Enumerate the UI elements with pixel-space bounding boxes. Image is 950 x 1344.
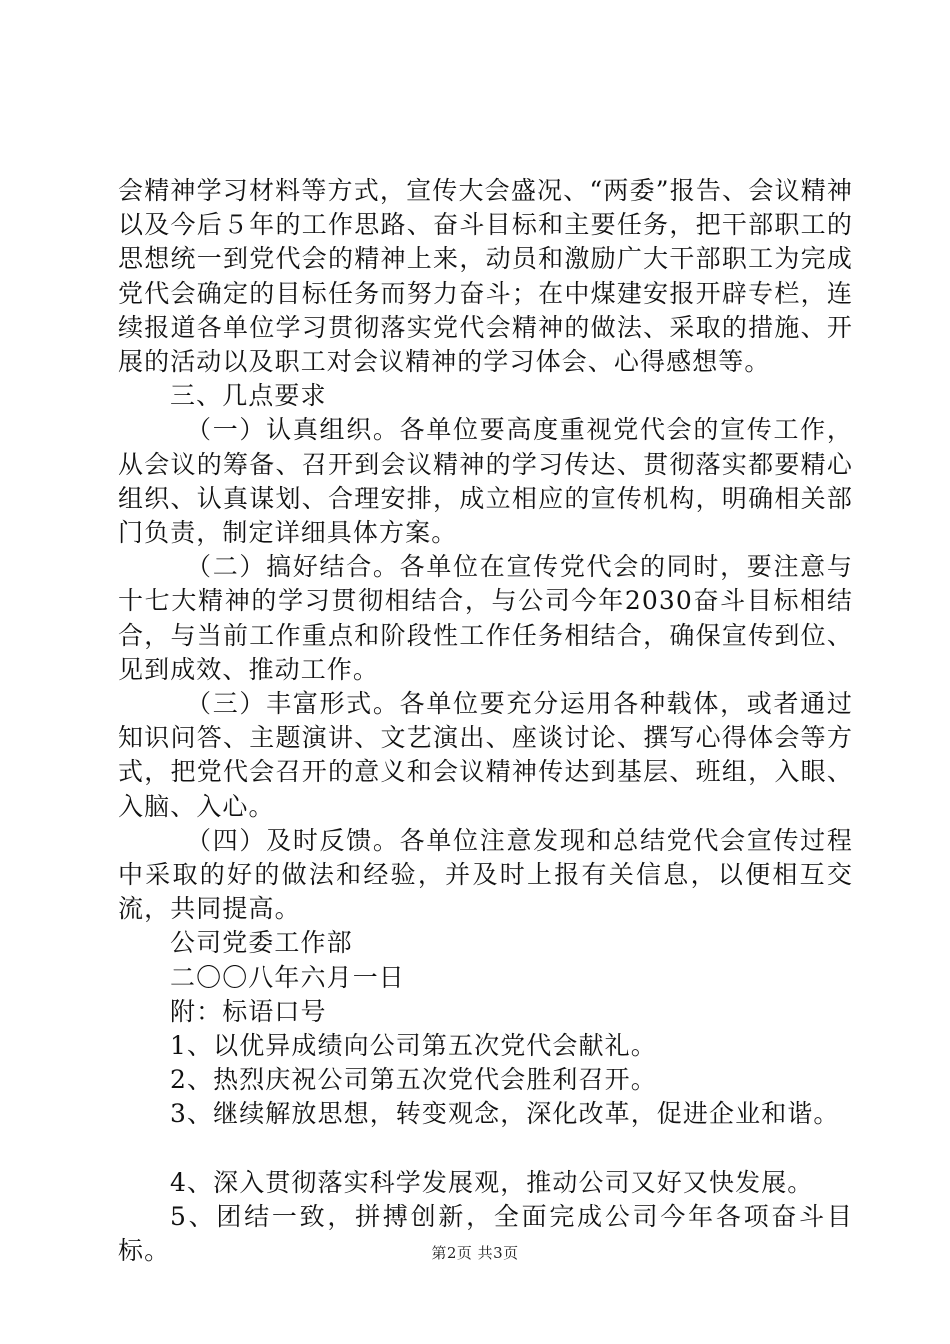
issuer-name: 公司党委工作部	[170, 928, 353, 958]
issue-date: 二〇〇八年六月一日	[170, 962, 405, 992]
page-number-footer: 第2页 共3页	[431, 1244, 519, 1262]
requirement-item-4: （四）及时反馈。各单位注意发现和总结党代会宣传过程中采取的好的做法和经验，并及时上报有关信息，以便相互交流，共同提高。	[118, 825, 853, 924]
requirement-item-2: （二）搞好结合。各单位在宣传党代会的同时，要注意与十七大精神的学习贯彻相结合，与公司今年2030奋斗目标相结合，与当前工作重点和阶段性工作任务相结合，确保宣传到位、见到成效、推动工作。	[118, 552, 853, 684]
requirement-item-1: （一）认真组织。各单位要高度重视党代会的宣传工作，从会议的筹备、召开到会议精神的学习传达、贯彻落实都要精心组织、认真谋划、合理安排，成立相应的宣传机构，明确相关部门负责，制定详细具体方案。	[118, 415, 853, 548]
blank-line	[118, 1132, 853, 1166]
section-heading-requirements: 三、几点要求	[170, 381, 327, 411]
slogan-item-2: 2、热烈庆祝公司第五次党代会胜利召开。	[170, 1065, 657, 1095]
slogan-item-5: 5、团结一致，拼搏创新，全面完成公司今年各项奋斗目标。	[118, 1201, 853, 1266]
slogan-item-3: 3、继续解放思想，转变观念，深化改革，促进企业和谐。	[170, 1099, 840, 1129]
slogan-item-1: 1、以优异成绩向公司第五次党代会献礼。	[170, 1031, 657, 1061]
appendix-heading: 附：标语口号	[170, 996, 327, 1026]
requirement-item-3: （三）丰富形式。各单位要充分运用各种载体，或者通过知识问答、主题演讲、文艺演出、座谈讨论、撰写心得体会等方式，把党代会召开的意义和会议精神传达到基层、班组，入眼、入脑、入心。	[118, 689, 853, 821]
slogan-item-4: 4、深入贯彻落实科学发展观，推动公司又好又快发展。	[170, 1167, 814, 1197]
document-body	[118, 174, 853, 1268]
paragraph-publicity-methods: 会精神学习材料等方式，宣传大会盛况、“两委”报告、会议精神以及今后５年的工作思路、奋斗目标和主要任务，把干部职工的思想统一到党代会的精神上来，动员和激励广大干部职工为完成党代会确定的目标任务而努力奋斗；在中煤建安报开辟专栏，连续报道各单位学习贯彻落实党代会精神的做法、采取的措施、开展的活动以及职工对会议精神的学习体会、心得感想等。	[118, 176, 853, 377]
